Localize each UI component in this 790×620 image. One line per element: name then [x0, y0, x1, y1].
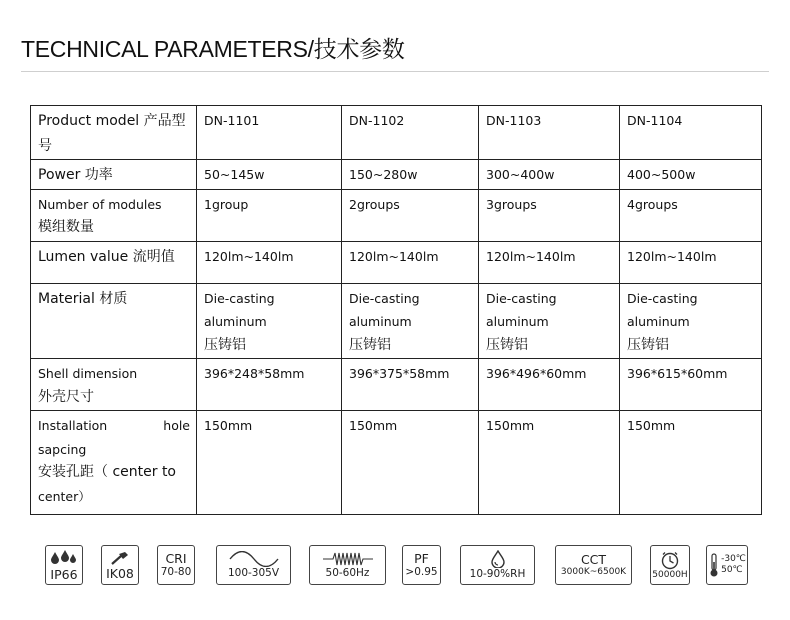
table-cell: 150mm: [479, 411, 620, 515]
table-cell: 50~145w: [197, 160, 342, 190]
table-cell: 2groups: [342, 189, 479, 241]
table-row: [31, 359, 762, 411]
table-cell: 150mm: [342, 411, 479, 515]
table-cell: Die-casting aluminum 压铸铝: [197, 283, 342, 359]
title-divider: [21, 71, 769, 72]
table-cell: 300~400w: [479, 160, 620, 190]
parameters-table: [30, 105, 762, 515]
table-cell: 400~500w: [620, 160, 762, 190]
table-cell: Die-casting aluminum 压铸铝: [342, 283, 479, 359]
table-row: [31, 411, 762, 515]
table-cell: DN-1103: [479, 106, 620, 160]
cct-badge: CCT 3000K~6500K: [555, 545, 632, 585]
row-label-material: Material 材质: [31, 283, 197, 359]
table-row: [31, 160, 762, 190]
temperature-badge: -30℃ 50℃: [706, 545, 748, 585]
row-label-lumen: Lumen value 流明值: [31, 241, 197, 283]
table-cell: 3groups: [479, 189, 620, 241]
table-cell: Die-casting aluminum 压铸铝: [620, 283, 762, 359]
table-row: [31, 283, 762, 359]
page-title: TECHNICAL PARAMETERS/技术参数: [21, 36, 405, 62]
table-cell: Die-casting aluminum 压铸铝: [479, 283, 620, 359]
table-cell: 396*496*60mm: [479, 359, 620, 411]
ik08-badge: IK08: [101, 545, 139, 585]
table-row: [31, 189, 762, 241]
droplet-icon: [490, 550, 506, 568]
table-cell: 1group: [197, 189, 342, 241]
pf-badge: PF >0.95: [402, 545, 441, 585]
table-row: [31, 106, 762, 160]
row-label-cn: 模组数量: [38, 219, 94, 235]
row-label-shell-dimension: [31, 359, 197, 411]
row-label-installation-hole-spacing: Installation hole sapcing 安装孔距（ center to center）: [31, 411, 197, 515]
frequency-badge: 50-60Hz: [309, 545, 386, 585]
thermometer-icon: [708, 552, 720, 578]
row-label-cn: 外壳尺寸: [38, 388, 94, 405]
humidity-badge: 10-90%RH: [460, 545, 535, 585]
water-drops-icon: [51, 549, 77, 567]
hammer-icon: [109, 550, 131, 566]
lifespan-badge: 50000H: [650, 545, 690, 585]
table-cell: DN-1104: [620, 106, 762, 160]
table-cell: 150mm: [197, 411, 342, 515]
ac-coil-icon: [321, 551, 375, 567]
table-row: [31, 241, 762, 283]
row-label-power: Power 功率: [31, 160, 197, 190]
table-cell: DN-1101: [197, 106, 342, 160]
row-label-en: Number of modules: [38, 196, 162, 212]
table-cell: 120lm~140lm: [342, 241, 479, 283]
table-cell: 120lm~140lm: [620, 241, 762, 283]
table-cell: 396*248*58mm: [197, 359, 342, 411]
table-cell: 396*375*58mm: [342, 359, 479, 411]
cri-badge: CRI 70-80: [157, 545, 195, 585]
table-cell: 150mm: [620, 411, 762, 515]
voltage-badge: 100-305V: [216, 545, 291, 585]
clock-icon: [660, 550, 680, 570]
table-cell: 120lm~140lm: [479, 241, 620, 283]
table-cell: 396*615*60mm: [620, 359, 762, 411]
table-cell: 150~280w: [342, 160, 479, 190]
table-cell: 120lm~140lm: [197, 241, 342, 283]
ip66-badge: IP66: [45, 545, 83, 585]
row-label-en: Shell dimension: [38, 366, 138, 381]
sine-wave-icon: [228, 551, 280, 567]
table-cell: DN-1102: [342, 106, 479, 160]
table-cell: 4groups: [620, 189, 762, 241]
row-label-product-model: Product model 产品型号: [31, 106, 197, 160]
row-label-modules: [31, 189, 197, 241]
